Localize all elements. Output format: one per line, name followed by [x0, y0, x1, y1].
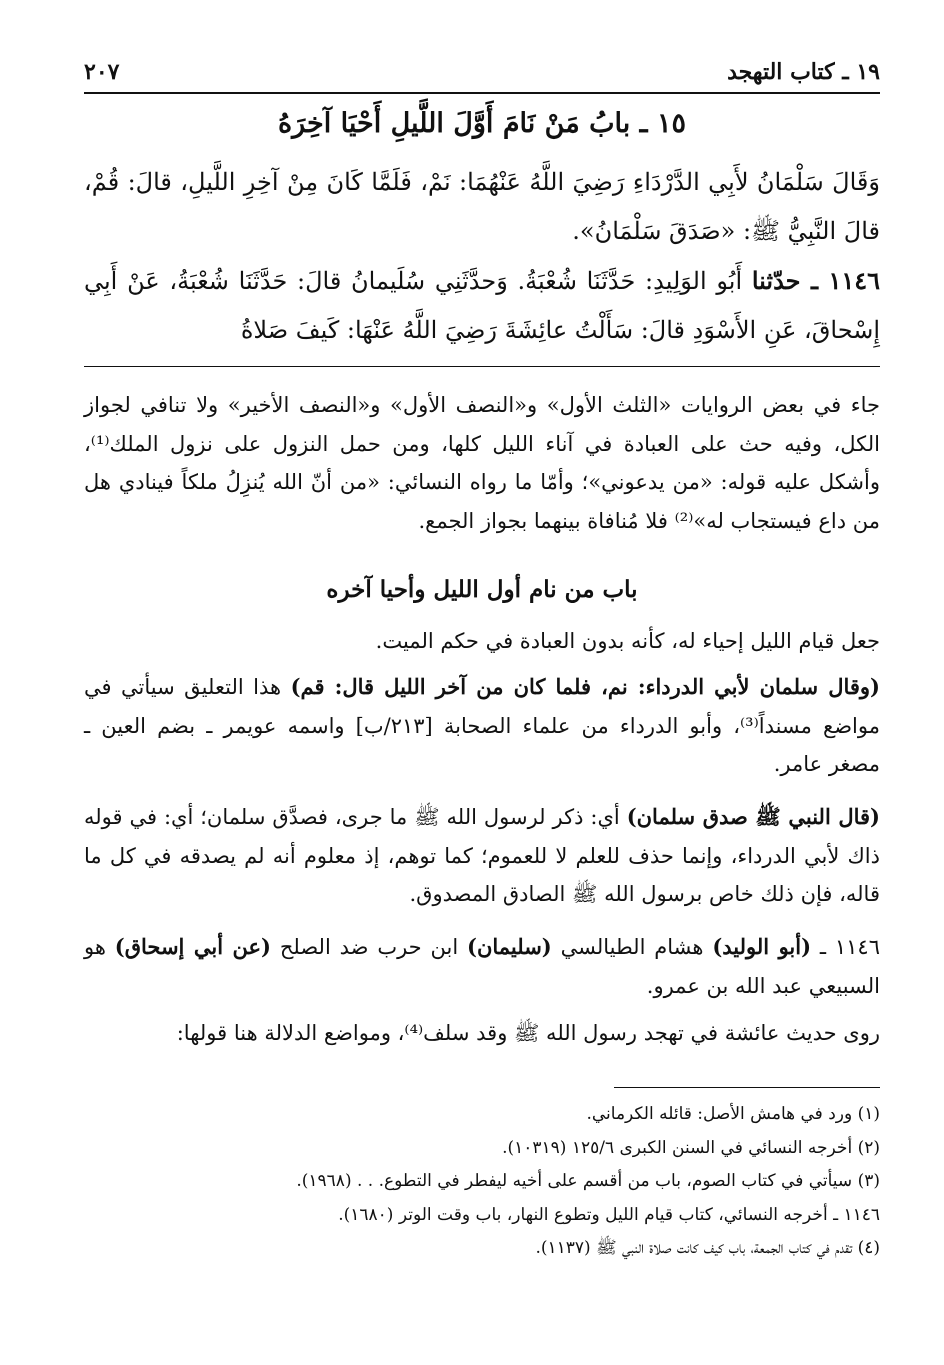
commentary-prophet: أي: ذكر لرسول الله ﷺ ما جرى، فصدَّق سلمان؛ أي: في قوله ذاك لأبي الدرداء، وإنما حذف للعلم لا للعموم؛ كما توهم، إذ معلوم أنه لم يصدقه في كل ما قاله، فإن ذلك خاص برسول الله ﷺ الصادق المصدوق. — [84, 805, 880, 906]
quote-prophet: (قال النبي ﷺ صدق سلمان) — [626, 804, 880, 829]
hadith-ref-number: ١١٤٦ ـ — [811, 935, 880, 959]
sharh-para-1 — [84, 668, 880, 784]
page-number: ٢٠٧ — [84, 59, 120, 85]
footnote-hadith: ١١٤٦ ـ أخرجه النسائي، كتاب قيام الليل وتطوع النهار، باب وقت الوتر (١٦٨٠). — [338, 1204, 880, 1225]
footnote-rule — [614, 1087, 880, 1088]
matn-section — [84, 108, 880, 139]
sharh-bab — [84, 576, 880, 603]
sharh-para-3 — [84, 928, 880, 1005]
sharh-intro: جاء في بعض الروايات «الثلث الأول» و«النصف الأول» و«النصف الأخير» ولا تنافي لجواز الكل، وفيه حث على العبادة في آناء الليل كلها، ومن حمل النزول على نزول الملك⁽¹⁾، وأشكل عليه قوله: «من يدعوني»؛ وأمّا ما رواه النسائي: «من أنّ الله يُنزِلُ ملكاً فينادي هل من داع فيستجاب له»⁽²⁾ فلا مُنافاة بينهما بجواز الجمع. — [84, 393, 880, 533]
narrator-note-3: هو السبيعي عبد الله بن عمرو. — [84, 935, 880, 998]
footnote-1: (١) ورد في هامش الأصل: قائله الكرماني. — [586, 1104, 880, 1124]
sharh-bab-title: باب من نام أول الليل وأحيا آخره — [326, 576, 638, 603]
narrator-sulaiman: (سليمان) — [467, 934, 552, 959]
hadith-text: أَبُو الوَلِيدِ: حَدَّثَنَا شُعْبَةُ. وَحدَّثَنِي سُلَيمانُ قالَ: حَدَّثَنَا شُعْبَةُ، عَنْ أَبِي إِسْحاقَ، عَنِ الأَسْوَدِ قالَ: سَأَلْتُ عائِشَةَ رَضِيَ اللَّهُ عَنْهَا: كَيفَ صَلاةُ — [84, 267, 880, 344]
narrator-note-2: ابن حرب ضد الصلح — [270, 935, 468, 959]
narrator-abu-walid: (أبو الوليد) — [712, 934, 812, 959]
footnote-4: (٤) تقدم في كتاب الجمعة، باب كيف كانت صلاة النبي ﷺ (١١٣٧). — [535, 1238, 880, 1258]
footnote-3: (٣) سيأتي في كتاب الصوم، باب من أقسم على أخيه ليفطر في التطوع. . . (١٩٦٨). — [296, 1171, 880, 1191]
narrator-abu-ishaq: (عن أبي إسحاق) — [114, 934, 271, 959]
commentary-salman: هذا التعليق سيأتي في مواضع مسنداً⁽³⁾، وأبو الدرداء من علماء الصحابة [٢١٣/ب] واسمه عويمر ـ بضم العين ـ مصغر عامر. — [84, 675, 880, 776]
chapter-title: ١٩ ـ كتاب التهجد — [727, 59, 880, 85]
bab-title: ١٥ ـ بابُ مَنْ نَامَ أَوَّلَ اللَّيلِ أَحْيَا آخِرَهُ — [278, 108, 686, 139]
narrator-note-1: هشام الطيالسي — [551, 935, 713, 959]
matn-hadith — [84, 256, 880, 355]
page-header — [84, 52, 880, 94]
quote-salman: (وقال سلمان لأبي الدرداء: نم، فلما كان من آخر الليل قال: قم) — [290, 674, 880, 699]
sharh-para-4: روى حديث عائشة في تهجد رسول الله ﷺ وقد سلف⁽⁴⁾، ومواضع الدلالة هنا قولها: — [176, 1021, 880, 1045]
section-divider — [84, 366, 880, 367]
footnote-2: (٢) أخرجه النسائي في السنن الكبرى ١٢٥/٦ (١٠٣١٩). — [502, 1137, 880, 1158]
footnotes — [84, 1098, 880, 1266]
sharh-bab-para: جعل قيام الليل إحياء له، كأنه بدون العبادة في حكم الميت. — [375, 629, 880, 653]
matn-para: وَقَالَ سَلْمَانُ لأَبِي الدَّرْدَاءِ رَضِيَ اللَّهُ عَنْهُمَا: نَمْ، فَلَمَّا كَانَ مِنْ آخِرِ اللَّيلِ، قالَ: قُمْ، قالَ النَّبِيُّ ﷺ: «صَدَقَ سَلْمَانُ». — [84, 168, 880, 245]
sharh-para-2 — [84, 798, 880, 914]
hadith-number: ١١٤٦ ـ حدّثنا — [751, 266, 880, 295]
